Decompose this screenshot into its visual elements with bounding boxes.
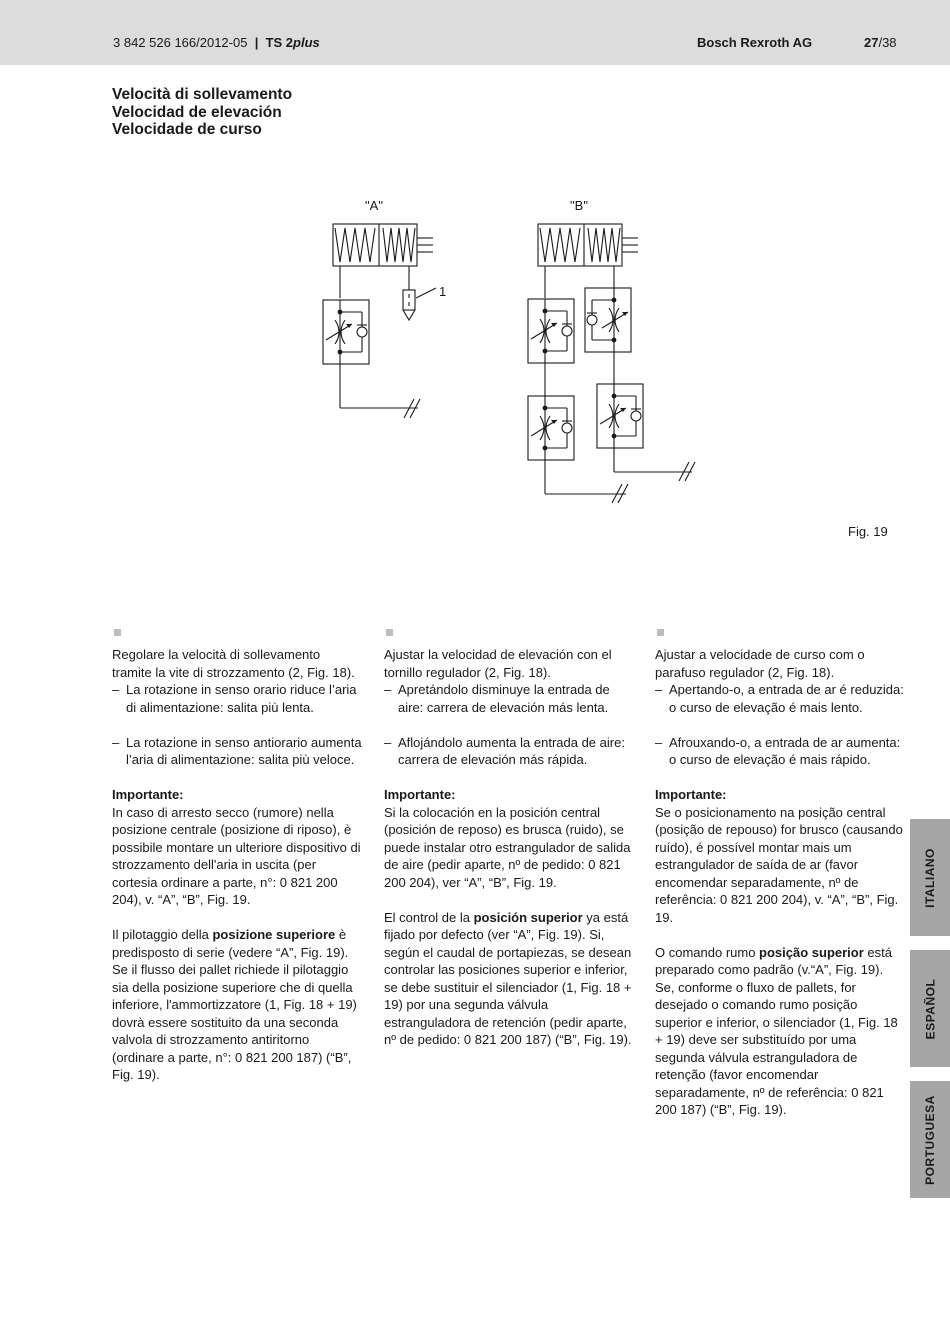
bullet-item: – La rotazione in senso antiorario aumenta l’aria di alimentazione: salita più veloce. [112,734,362,767]
section-marker [114,629,121,636]
title-portuguese: Velocidade de curso [112,121,262,138]
page-current: 27 [864,35,879,50]
intro-text: Regolare la velocità di sollevamento tramite la vite di strozzamento (2, Fig. 18). [112,647,355,680]
bullet-item: – Apretándolo disminuye la entrada de aire: carrera de elevación más lenta. [384,682,610,715]
page-header [0,0,950,65]
section-marker [657,629,664,636]
doc-number: 3 842 526 166/2012-05 [113,35,248,50]
product-prefix: TS 2 [265,35,294,50]
pneumatic-diagram [300,190,720,510]
tab-portuguesa[interactable] [910,1081,950,1198]
page-number [864,35,897,50]
paragraph: In caso di arresto secco (rumore) nella posizione centrale (posizione di riposo), è possibile montare un ulteriore dispositivo di strozzamento dell'aria in uscita (per cortesia ordinare a parte, n°: 0 821 200 204), v. “A”, “B”, Fig. 19. [112,804,361,907]
callout-1: 1 [439,284,447,299]
bullet-item: – Aflojándolo aumenta la entrada de aire: carrera de elevación más rápida. [384,734,625,767]
tab-label: ESPAÑOL [923,978,937,1039]
header-separator: | [254,35,259,50]
tab-label: ITALIANO [923,847,937,908]
figure-caption: Fig. 19 [848,524,888,539]
bullet-item: – Afrouxando-o, a entrada de ar aumenta: o curso de elevação é mais rápido. [655,734,901,767]
column-spanish [384,629,634,1049]
paragraph: Se o posicionamento na posição central (posição de repouso) for brusco (causando ruído), é possível montar mais um estrangulador de saída de ar (favor encomendar separadamente, nº de referência: 0 821 200 204), v. “A”, “B”, Fig. 19. [655,804,903,925]
tab-italiano[interactable] [910,819,950,936]
section-titles [112,86,292,139]
important-heading: Importante: [384,787,456,802]
document-reference [113,35,320,50]
title-spanish: Velocidad de elevación [112,103,282,121]
intro-text: Ajustar a velocidade de curso com o parafuso regulador (2, Fig. 18). [655,647,865,680]
page-total: /38 [878,35,897,50]
label-a: "A" [365,198,383,213]
product-suffix: plus [293,35,320,50]
bullet-item: – La rotazione in senso orario riduce l’aria di alimentazione: salita più lenta. [112,682,357,715]
important-heading: Importante: [655,787,727,802]
title-italian: Velocità di sollevamento [112,86,293,103]
tab-espanol[interactable] [910,950,950,1067]
column-portuguese [655,629,905,1119]
tab-label: PORTUGUESA [923,1094,937,1185]
paragraph: O comando rumo posição superior está preparado como padrão (v.“A”, Fig. 19). Se, conforme o fluxo de pallets, for desejado o comando rumo posição superior e inferior, o silenciador (1, Fig. 18 + 19) deve ser substituído por uma segunda válvula estranguladora de retenção (favor encomendar separadamente, nº de referência: 0 821 200 187) (“B”, Fig. 19). [655,944,898,1117]
bullet-item: – Apertando-o, a entrada de ar é reduzida: o curso de elevação é mais lento. [655,682,904,715]
intro-text: Ajustar la velocidad de elevación con el tornillo regulador (2, Fig. 18). [384,647,612,680]
paragraph: Si la colocación en la posición central (posición de reposo) es brusca (ruido), se puede instalar otro estrangulador de salida de aire (pedir aparte, nº de pedido: 0 821 200 204), ver “A”, “B”, Fig. 19. [384,804,631,890]
paragraph: El control de la posición superior ya está fijado por defecto (ver “A”, Fig. 19). Si, según el caudal de portapiezas, se desean controlar las posiciones superior e inferior, se debe sustituir el silenciador (1, Fig. 18 + 19) por una segunda válvula estranguladora de retención (pedir aparte, nº de pedido: 0 821 200 187) (“B”, Fig. 19). [384,909,632,1047]
important-heading: Importante: [112,787,184,802]
section-marker [386,629,393,636]
circuit-b [528,224,695,503]
silencer-icon [403,290,415,320]
paragraph: Il pilotaggio della posizione superiore è predisposto di serie (vedere “A”, Fig. 19). Se il flusso dei pallet richiede il pilotaggio sia della posizione superiore che di quella inferiore, l'ammortizzatore (1, Fig. 18 + 19) dovrà essere sostituito da una seconda valvola di strozzamento antiritorno (ordinare a parte, n°: 0 821 200 187) (“B”, Fig. 19). [112,927,357,1082]
column-italian [112,629,362,1084]
label-b: "B" [570,198,588,213]
circuit-a [323,224,446,418]
company-name: Bosch Rexroth AG [697,35,813,50]
